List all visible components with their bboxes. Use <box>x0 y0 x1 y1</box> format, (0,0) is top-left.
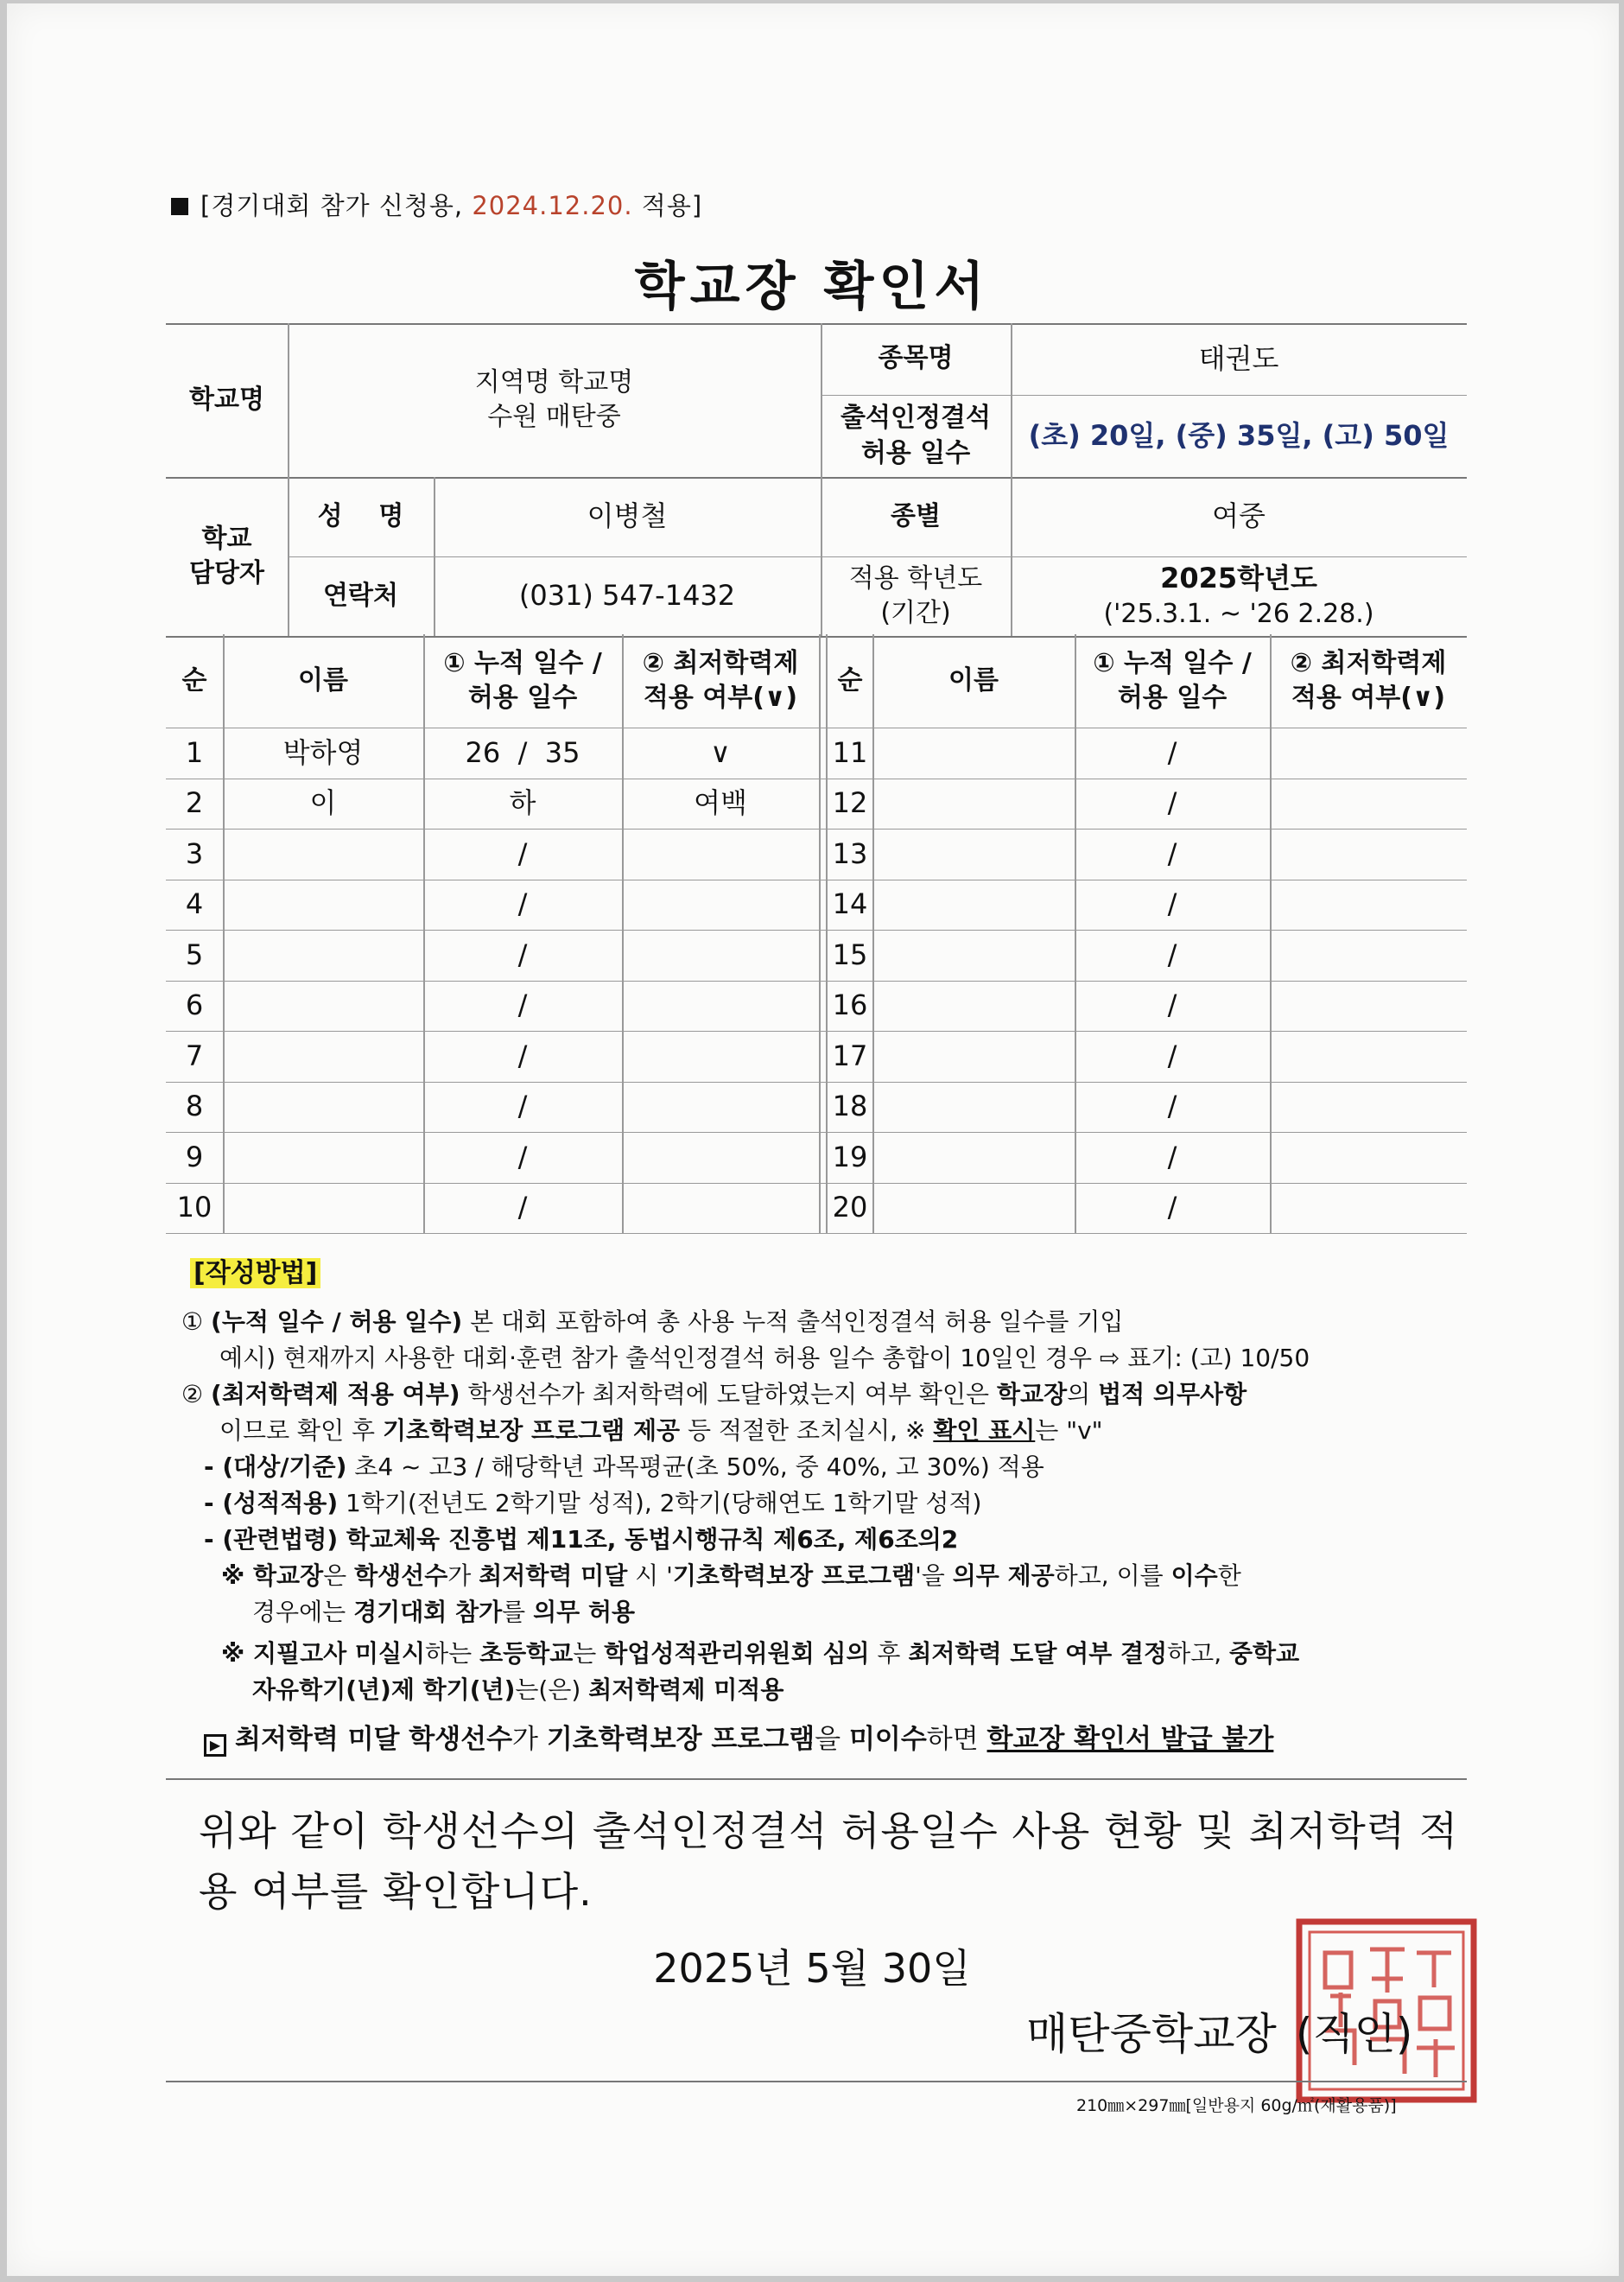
col-header-days: ① 누적 일수 / 허용 일수 <box>1093 647 1252 713</box>
row-days: / <box>517 988 528 1022</box>
event-value: 태권도 <box>1198 341 1279 375</box>
instruction-line: ② (최저학력제 적용 여부) 학생선수가 최저학력에 도달하였는지 여부 확인은 학교장의 법적 의무사항 <box>181 1380 1247 1408</box>
row-no: 6 <box>185 988 204 1022</box>
row-days: / <box>517 887 528 921</box>
row-days: 하 <box>509 786 536 820</box>
row-min <box>622 981 819 1032</box>
school-name-label: 학교명 <box>189 384 264 415</box>
col-header-name: 이름 <box>948 664 999 696</box>
row-days: 26 / 35 <box>465 735 580 769</box>
instruction-line: 이므로 확인 후 기초학력보장 프로그램 제공 등 적절한 조치실시, ※ 확인 표시는 "v" <box>219 1416 1103 1445</box>
row-name <box>872 1183 1075 1234</box>
paper-size-note: 210㎜×297㎜[일반용지 60g/㎡(재활용품)] <box>1076 2096 1397 2115</box>
row-no: 16 <box>832 988 868 1022</box>
instruction-line: - (성적적용) 1학기(전년도 2학기말 성적), 2학기(당해연도 1학기말 성적) <box>204 1489 982 1517</box>
row-min <box>622 1183 819 1234</box>
instruction-line: ① (누적 일수 / 허용 일수) 본 대회 포함하여 총 사용 누적 출석인정결석 허용 일수를 기입 <box>181 1307 1124 1336</box>
row-name: 박하영 <box>282 735 364 769</box>
row-no: 5 <box>185 938 204 971</box>
row-days: / <box>517 1039 528 1072</box>
row-min <box>1270 1082 1467 1133</box>
row-name <box>223 829 423 880</box>
row-no: 18 <box>832 1090 868 1123</box>
row-no: 12 <box>832 786 868 820</box>
manager-name-label: 성 명 <box>317 500 404 531</box>
col-header-min: ② 최저학력제 적용 여부(∨) <box>642 647 799 713</box>
row-days: / <box>517 1140 528 1173</box>
arrow-box-icon: ▶ <box>204 1734 226 1757</box>
manager-label: 학교 담당자 <box>189 523 264 588</box>
row-no: 19 <box>832 1140 868 1173</box>
year-value: 2025학년도 ('25.3.1. ~ '26 2.28.) <box>1103 562 1374 630</box>
col-header-days: ① 누적 일수 / 허용 일수 <box>443 647 602 713</box>
row-no: 4 <box>185 887 204 921</box>
event-label: 종목명 <box>878 343 954 374</box>
row-name <box>872 981 1075 1032</box>
row-name <box>223 1183 423 1234</box>
row-no: 1 <box>185 735 204 769</box>
year-label: 적용 학년도 (기간) <box>848 563 983 628</box>
row-min <box>1270 1031 1467 1082</box>
row-min <box>1270 880 1467 931</box>
row-no: 10 <box>176 1191 213 1224</box>
warning-line: ▶ 최저학력 미달 학생선수가 기초학력보장 프로그램을 미이수하면 학교장 확인서 발급 불가 <box>204 1721 1273 1758</box>
row-days: / <box>517 836 528 870</box>
seal-mark: (직인) <box>1295 2009 1413 2059</box>
row-name <box>223 1031 423 1082</box>
absence-label: 출석인정결석 허용 일수 <box>841 403 991 468</box>
category-value: 여중 <box>1212 499 1266 533</box>
category-label: 종별 <box>891 500 941 531</box>
row-days: / <box>517 1090 528 1123</box>
instruction-line: ※ 지필고사 미실시하는 초등학교는 학업성적관리위원회 심의 후 최저학력 도달 여부 결정하고, 중학교 <box>221 1639 1300 1668</box>
row-min <box>1270 728 1467 779</box>
row-no: 13 <box>832 836 868 870</box>
row-name <box>223 1132 423 1183</box>
row-min <box>1270 981 1467 1032</box>
row-days: / <box>1167 1140 1177 1173</box>
row-days: / <box>1167 1191 1177 1224</box>
col-header-name: 이름 <box>298 664 348 696</box>
row-min <box>1270 1132 1467 1183</box>
manager-name-value: 이병철 <box>587 499 668 533</box>
row-no: 2 <box>185 786 204 820</box>
row-no: 11 <box>832 735 868 769</box>
row-name <box>872 728 1075 779</box>
row-name <box>872 1031 1075 1082</box>
row-no: 14 <box>832 887 868 921</box>
contact-label: 연락처 <box>323 580 398 611</box>
row-name <box>872 930 1075 981</box>
row-min <box>622 1132 819 1183</box>
row-min: 여백 <box>694 786 747 820</box>
row-min <box>622 1031 819 1082</box>
row-name <box>872 1082 1075 1133</box>
row-name <box>223 880 423 931</box>
row-name <box>872 880 1075 931</box>
row-name: 이 <box>309 786 337 820</box>
instructions-heading: [작성방법] <box>190 1258 320 1288</box>
contact-value: (031) 547-1432 <box>518 579 736 613</box>
row-name <box>872 829 1075 880</box>
row-name <box>872 1132 1075 1183</box>
rule <box>166 1778 1467 1780</box>
rule <box>819 634 821 1233</box>
row-days: / <box>517 938 528 971</box>
row-name <box>872 779 1075 830</box>
instruction-line: 경우에는 경기대회 참가를 의무 허용 <box>252 1598 636 1626</box>
row-min <box>622 829 819 880</box>
instruction-line: - (관련법령) 학교체육 진흥법 제11조, 동법시행규칙 제6조, 제6조의2 <box>204 1525 959 1554</box>
document-page <box>7 3 1619 2276</box>
row-days: / <box>1167 1090 1177 1123</box>
row-min <box>1270 1183 1467 1234</box>
instruction-line: - (대상/기준) 초4 ~ 고3 / 해당학년 과목평균(초 50%, 중 40%, 고 30%) 적용 <box>204 1452 1044 1481</box>
row-days: / <box>1167 786 1177 820</box>
row-days: / <box>517 1191 528 1224</box>
row-name <box>223 1082 423 1133</box>
row-days: / <box>1167 887 1177 921</box>
instruction-line: 자유학기(년)제 학기(년)는(은) 최저학력제 미적용 <box>252 1675 784 1704</box>
confirmation-statement: 위와 같이 학생선수의 출석인정결석 허용일수 사용 현황 및 최저학력 적용 여부를 확인합니다. <box>199 1808 1459 1915</box>
col-header-no: 순 <box>181 664 207 696</box>
signer <box>1026 1999 1412 2062</box>
row-days: / <box>1167 735 1177 769</box>
col-header-no: 순 <box>837 664 863 696</box>
row-no: 7 <box>185 1039 204 1072</box>
absence-value: (초) 20일, (중) 35일, (고) 50일 <box>1028 418 1450 452</box>
note-date: 2024.12.20. <box>472 191 633 220</box>
issue-date: 2025년 5월 30일 <box>653 1945 971 1992</box>
row-min <box>622 880 819 931</box>
row-min <box>1270 779 1467 830</box>
row-days: / <box>1167 938 1177 971</box>
row-min <box>1270 930 1467 981</box>
row-no: 3 <box>185 836 204 870</box>
row-no: 17 <box>832 1039 868 1072</box>
school-name: 수원 매탄중 <box>487 402 621 432</box>
instruction-line: ※ 학교장은 학생선수가 최저학력 미달 시 '기초학력보장 프로그램'을 의무 제공하고, 이를 이수한 <box>221 1561 1241 1590</box>
row-min <box>622 1082 819 1133</box>
school-name-value <box>288 323 821 477</box>
row-days: / <box>1167 1039 1177 1072</box>
instruction-line: 예시) 현재까지 사용한 대회·훈련 참가 출석인정결석 허용 일수 총합이 10일인 경우 ⇨ 표기: (고) 10/50 <box>219 1344 1310 1372</box>
row-min: ∨ <box>710 735 731 769</box>
row-min <box>1270 829 1467 880</box>
row-min <box>622 930 819 981</box>
square-bullet-icon <box>171 198 188 215</box>
col-header-min: ② 최저학력제 적용 여부(∨) <box>1290 647 1447 713</box>
row-no: 8 <box>185 1090 204 1123</box>
rule <box>166 1233 1467 1234</box>
page-title: 학교장 확인서 <box>634 257 990 317</box>
application-note: [경기대회 참가 신청용, 2024.12.20. 적용] <box>171 187 702 222</box>
rule <box>166 2081 1467 2082</box>
school-name-hint: 지역명 학교명 <box>474 366 634 397</box>
row-no: 9 <box>185 1140 204 1173</box>
row-no: 15 <box>832 938 868 971</box>
row-days: / <box>1167 988 1177 1022</box>
row-name <box>223 930 423 981</box>
row-name <box>223 981 423 1032</box>
signer-title: 매탄중학교장 <box>1026 2009 1277 2059</box>
row-no: 20 <box>832 1191 868 1224</box>
row-days: / <box>1167 836 1177 870</box>
